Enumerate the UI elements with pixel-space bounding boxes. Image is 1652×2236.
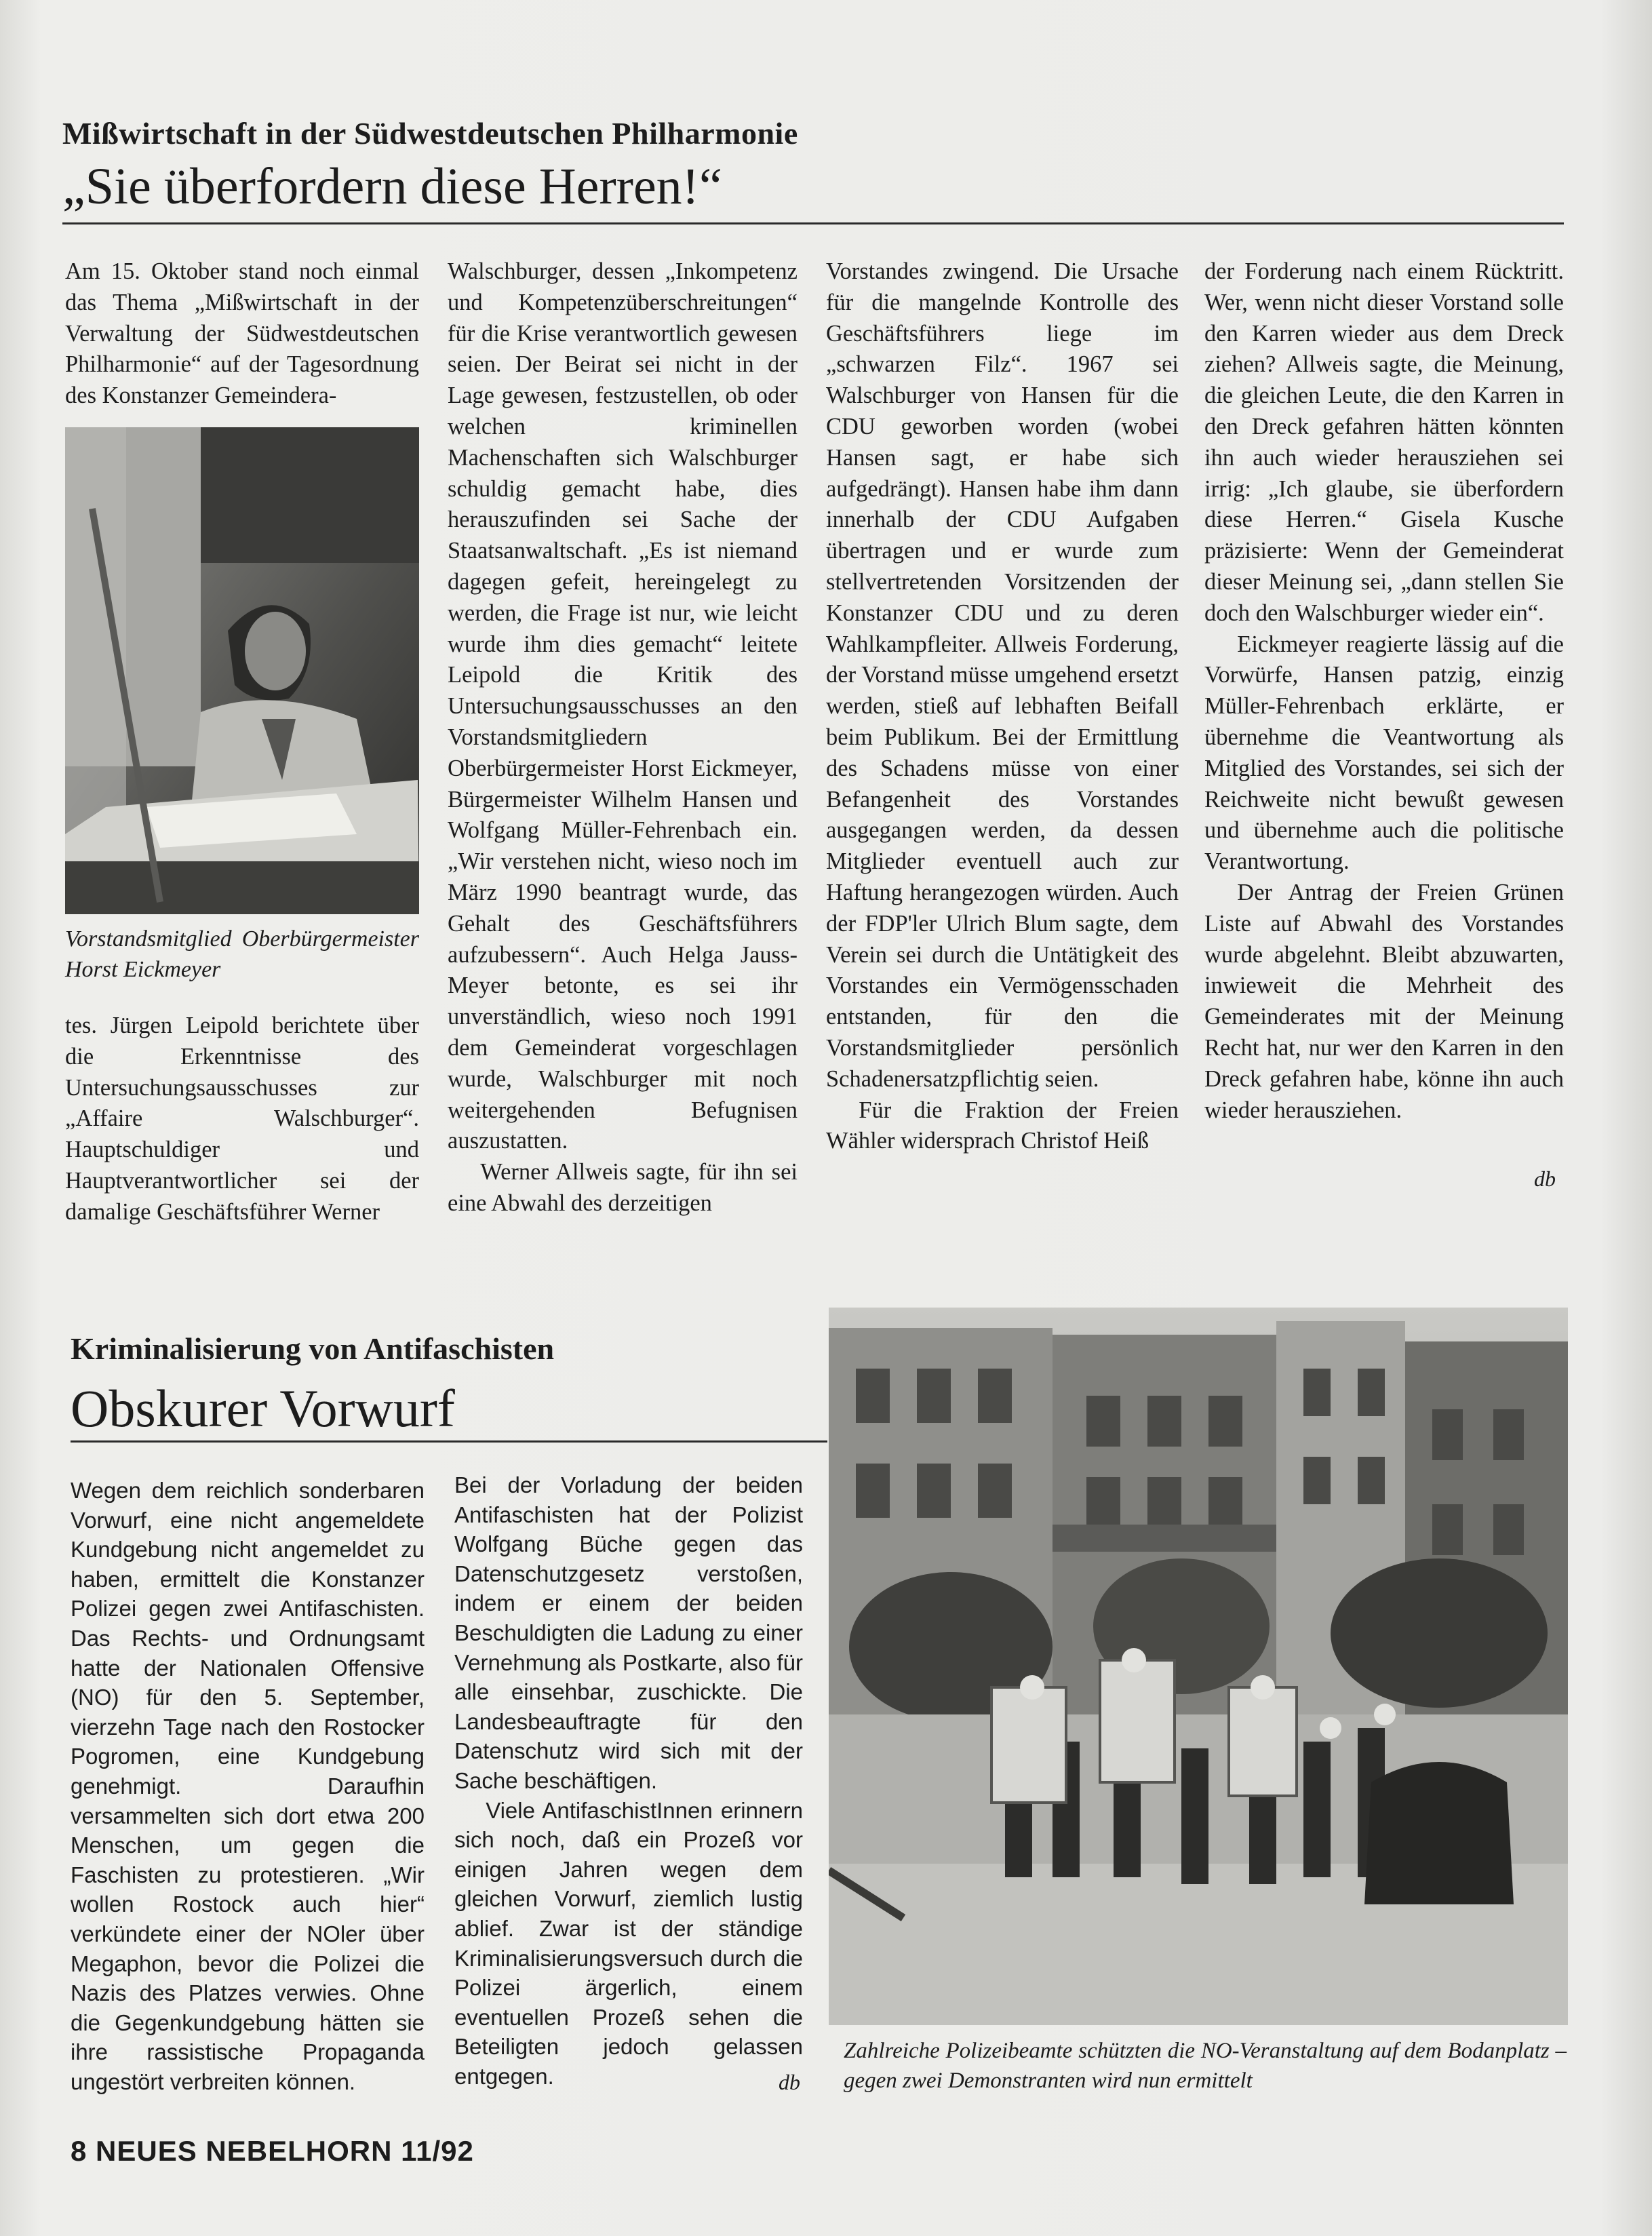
article2-signature: db <box>779 2070 800 2094</box>
article1-col2-p2: Werner Allweis sagte, für ihn sei eine Abwahl des derzeitigen <box>448 1159 798 1216</box>
article1-col1-top-text: Am 15. Oktober stand noch einmal das Thema „Mißwirtschaft in der Verwaltung der Südwestdeutschen Philharmonie“ auf der Tagesordnung des Konstanzer Gemeindera- <box>65 258 419 409</box>
police-square-photo-illustration <box>829 1308 1568 2025</box>
article2-col2-p2: Viele AntifaschistInnen erinnern sich noch, daß ein Prozeß vor einigen Jahren wegen dem gleichen Vorwurf, ziemlich lustig ablief. Zwar ist der ständige Kriminalisierungsversuch durch die Polizei ärgerlich, einem eventuellen Prozeß sehen die Beteiligten jedoch gelassen entgegen. <box>454 1797 803 2089</box>
article1-col4-p3: Der Antrag der Freien Grünen Liste auf Abwahl des Vorstandes wurde abgelehnt. Bleibt abzuwarten, inwieweit die Mehrheit des Gemeinderates mit der Meinung Recht hat, nur wer den Karren in den Dreck gefahren habe, könne ihn auch wieder herausziehen. <box>1204 879 1564 1123</box>
article1-col3 <box>826 256 1179 1157</box>
article1-signature: db <box>1534 1166 1556 1191</box>
article2-col1 <box>71 1476 425 2096</box>
article2-col1-p1: Wegen dem reichlich sonderbaren Vorwurf, eine nicht angemeldete Kundgebung nicht angemeldet zu haben, ermittelt die Konstanzer Polizei gegen zwei Antifaschisten. Das Rechts- und Ordnungsamt hatte der Nationalen Offensive (NO) für den 5. September, vierzehn Tage nach den Rostocker Pogromen, eine Kundgebung genehmigt. Daraufhin versammelten sich dort etwa 200 Menschen, um gegen die Faschisten zu protestieren. „Wir wollen Rostock auch hier“ verkündete einer der NOler über Megaphon, bevor die Polizei die Nazis des Platzes verwies. Ohne die Gegenkundgebung hätten sie ihre rassistische Propaganda ungestört verbreiten können. <box>71 1478 425 2094</box>
article1-col3-p2: Für die Fraktion der Freien Wähler widersprach Christof Heiß <box>826 1097 1179 1154</box>
article1-col2 <box>448 256 798 1219</box>
article1-col1-bottom <box>65 1011 419 1228</box>
article1-photo-caption: Vorstandsmitglied Oberbürgermeister Horst Eickmeyer <box>65 926 419 982</box>
article2-rule <box>71 1440 827 1443</box>
article2-photo-caption: Zahlreiche Polizeibeamte schützten die NO-Veranstaltung auf dem Bodanplatz – gegen zwei Demonstranten wird nun ermittelt <box>844 2039 1567 2093</box>
article1-col2-p1: Walschburger, dessen „Inkompetenz und Kompetenzüberschreitungen“ für die Krise verantwortlich gewesen seien. Der Beirat sei nicht in der Lage gewesen, festzustellen, ob oder welchen kriminellen Machenschaften sich Walschburger schuldig gemacht habe, dies herauszufinden sei Sache der Staatsanwaltschaft. „Es ist niemand dagegen gefeit, hereingelegt zu werden, die Frage ist nur, wie leicht wurde ihm dies gemacht“ leitete Leipold die Kritik des Untersuchungsausschusses an den Vorstandsmitgliedern Oberbürgermeister Horst Eickmeyer, Bürgermeister Wilhelm Hansen und Wolfgang Müller-Fehrenbach ein. „Wir verstehen nicht, wieso noch im März 1990 beantragt wurde, das Gehalt des Geschäftsführers aufzubessern“. Auch Helga Jauss-Meyer betonte, es sei ihr unverständlich, wieso noch 1991 dem Gemeinderat vorgeschlagen wurde, Walschburger mit noch weitergehenden Befugnisen auszustatten. <box>448 258 798 1154</box>
article1-col1-bottom-text: tes. Jürgen Leipold berichtete über die Erkenntnisse des Untersuchungsausschusses zur „Affaire Walschburger“. Hauptschuldiger und Hauptverantwortlicher sei der damalige Geschäftsführer Werner <box>65 1013 419 1225</box>
article2-col2 <box>454 1470 803 2091</box>
article1-photo <box>65 427 419 914</box>
article1-kicker: Mißwirtschaft in der Südwestdeutschen Philharmonie <box>62 116 798 151</box>
article1-col1-top <box>65 256 419 412</box>
portrait-photo-illustration <box>65 427 419 914</box>
article2-col2-p1: Bei der Vorladung der beiden Antifaschisten hat der Polizist Wolfgang Büche gegen das Datenschutzgesetz verstoßen, indem er einem der beiden Beschuldigten die Ladung zu einer Vernehmung als Postkarte, also für alle einsehbar, zuschickte. Die Landesbeauftragte für den Datenschutz wird sich mit der Sache beschäftigen. <box>454 1472 803 1793</box>
article1-col3-p1: Vorstandes zwingend. Die Ursache für die mangelnde Kontrolle des Geschäftsführers liege im „schwarzen Filz“. 1967 sei Walschburger von Hansen für die CDU geworben worden (wobei Hansen sagt, er habe sich aufgedrängt). Hansen habe ihm dann innerhalb der CDU Aufgaben übertragen und er wurde zum stellvertretenden Vorsitzenden der Konstanzer CDU und zu deren Wahlkampfleiter. Allweis Forderung, der Vorstand müsse umgehend ersetzt werden, stieß auf lebhaften Beifall beim Publikum. Bei der Ermittlung des Schadens müsse von einer Befangenheit des Vorstandes ausgegangen werden, da dessen Mitglieder eventuell auch zur Haftung herangezogen würden. Auch der FDP'ler Ulrich Blum sagte, dem Verein sei durch die Untätigkeit des Vorstandes ein Vermögensschaden entstanden, für den die Vorstandsmitglieder persönlich Schadenersatzpflichtig seien. <box>826 258 1179 1092</box>
article2-photo <box>829 1308 1568 2025</box>
article1-col4-p1: der Forderung nach einem Rücktritt. Wer, wenn nicht dieser Vorstand solle den Karren wieder aus dem Dreck ziehen? Allweis sagte, die Meinung, die gleichen Leute, die den Karren in den Dreck gefahren hätten könnten ihn auch wieder herausziehen sei irrig: „Ich glaube, sie überfordern diese Herren.“ Gisela Kusche präzisierte: Wenn der Gemeinderat dieser Meinung sei, „dann stellen Sie doch den Walschburger wieder ein“. <box>1204 258 1564 626</box>
article1-col4 <box>1204 256 1564 1126</box>
page-footer: 8 NEUES NEBELHORN 11/92 <box>71 2135 474 2167</box>
article1-col4-p2: Eickmeyer reagierte lässig auf die Vorwürfe, Hansen patzig, einzig Müller-Fehrenbach erklärte, er übernehme die Veantwortung als Mitglied des Vorstandes, sei sich der Reichweite nicht bewußt gewesen und übernehme auch die politische Verantwortung. <box>1204 631 1564 875</box>
article2-kicker: Kriminalisierung von Antifaschisten <box>71 1331 555 1366</box>
article2-headline: Obskurer Vorwurf <box>71 1379 455 1438</box>
article1-headline: „Sie überfordern diese Herren!“ <box>62 158 722 215</box>
article1-rule <box>62 222 1564 224</box>
